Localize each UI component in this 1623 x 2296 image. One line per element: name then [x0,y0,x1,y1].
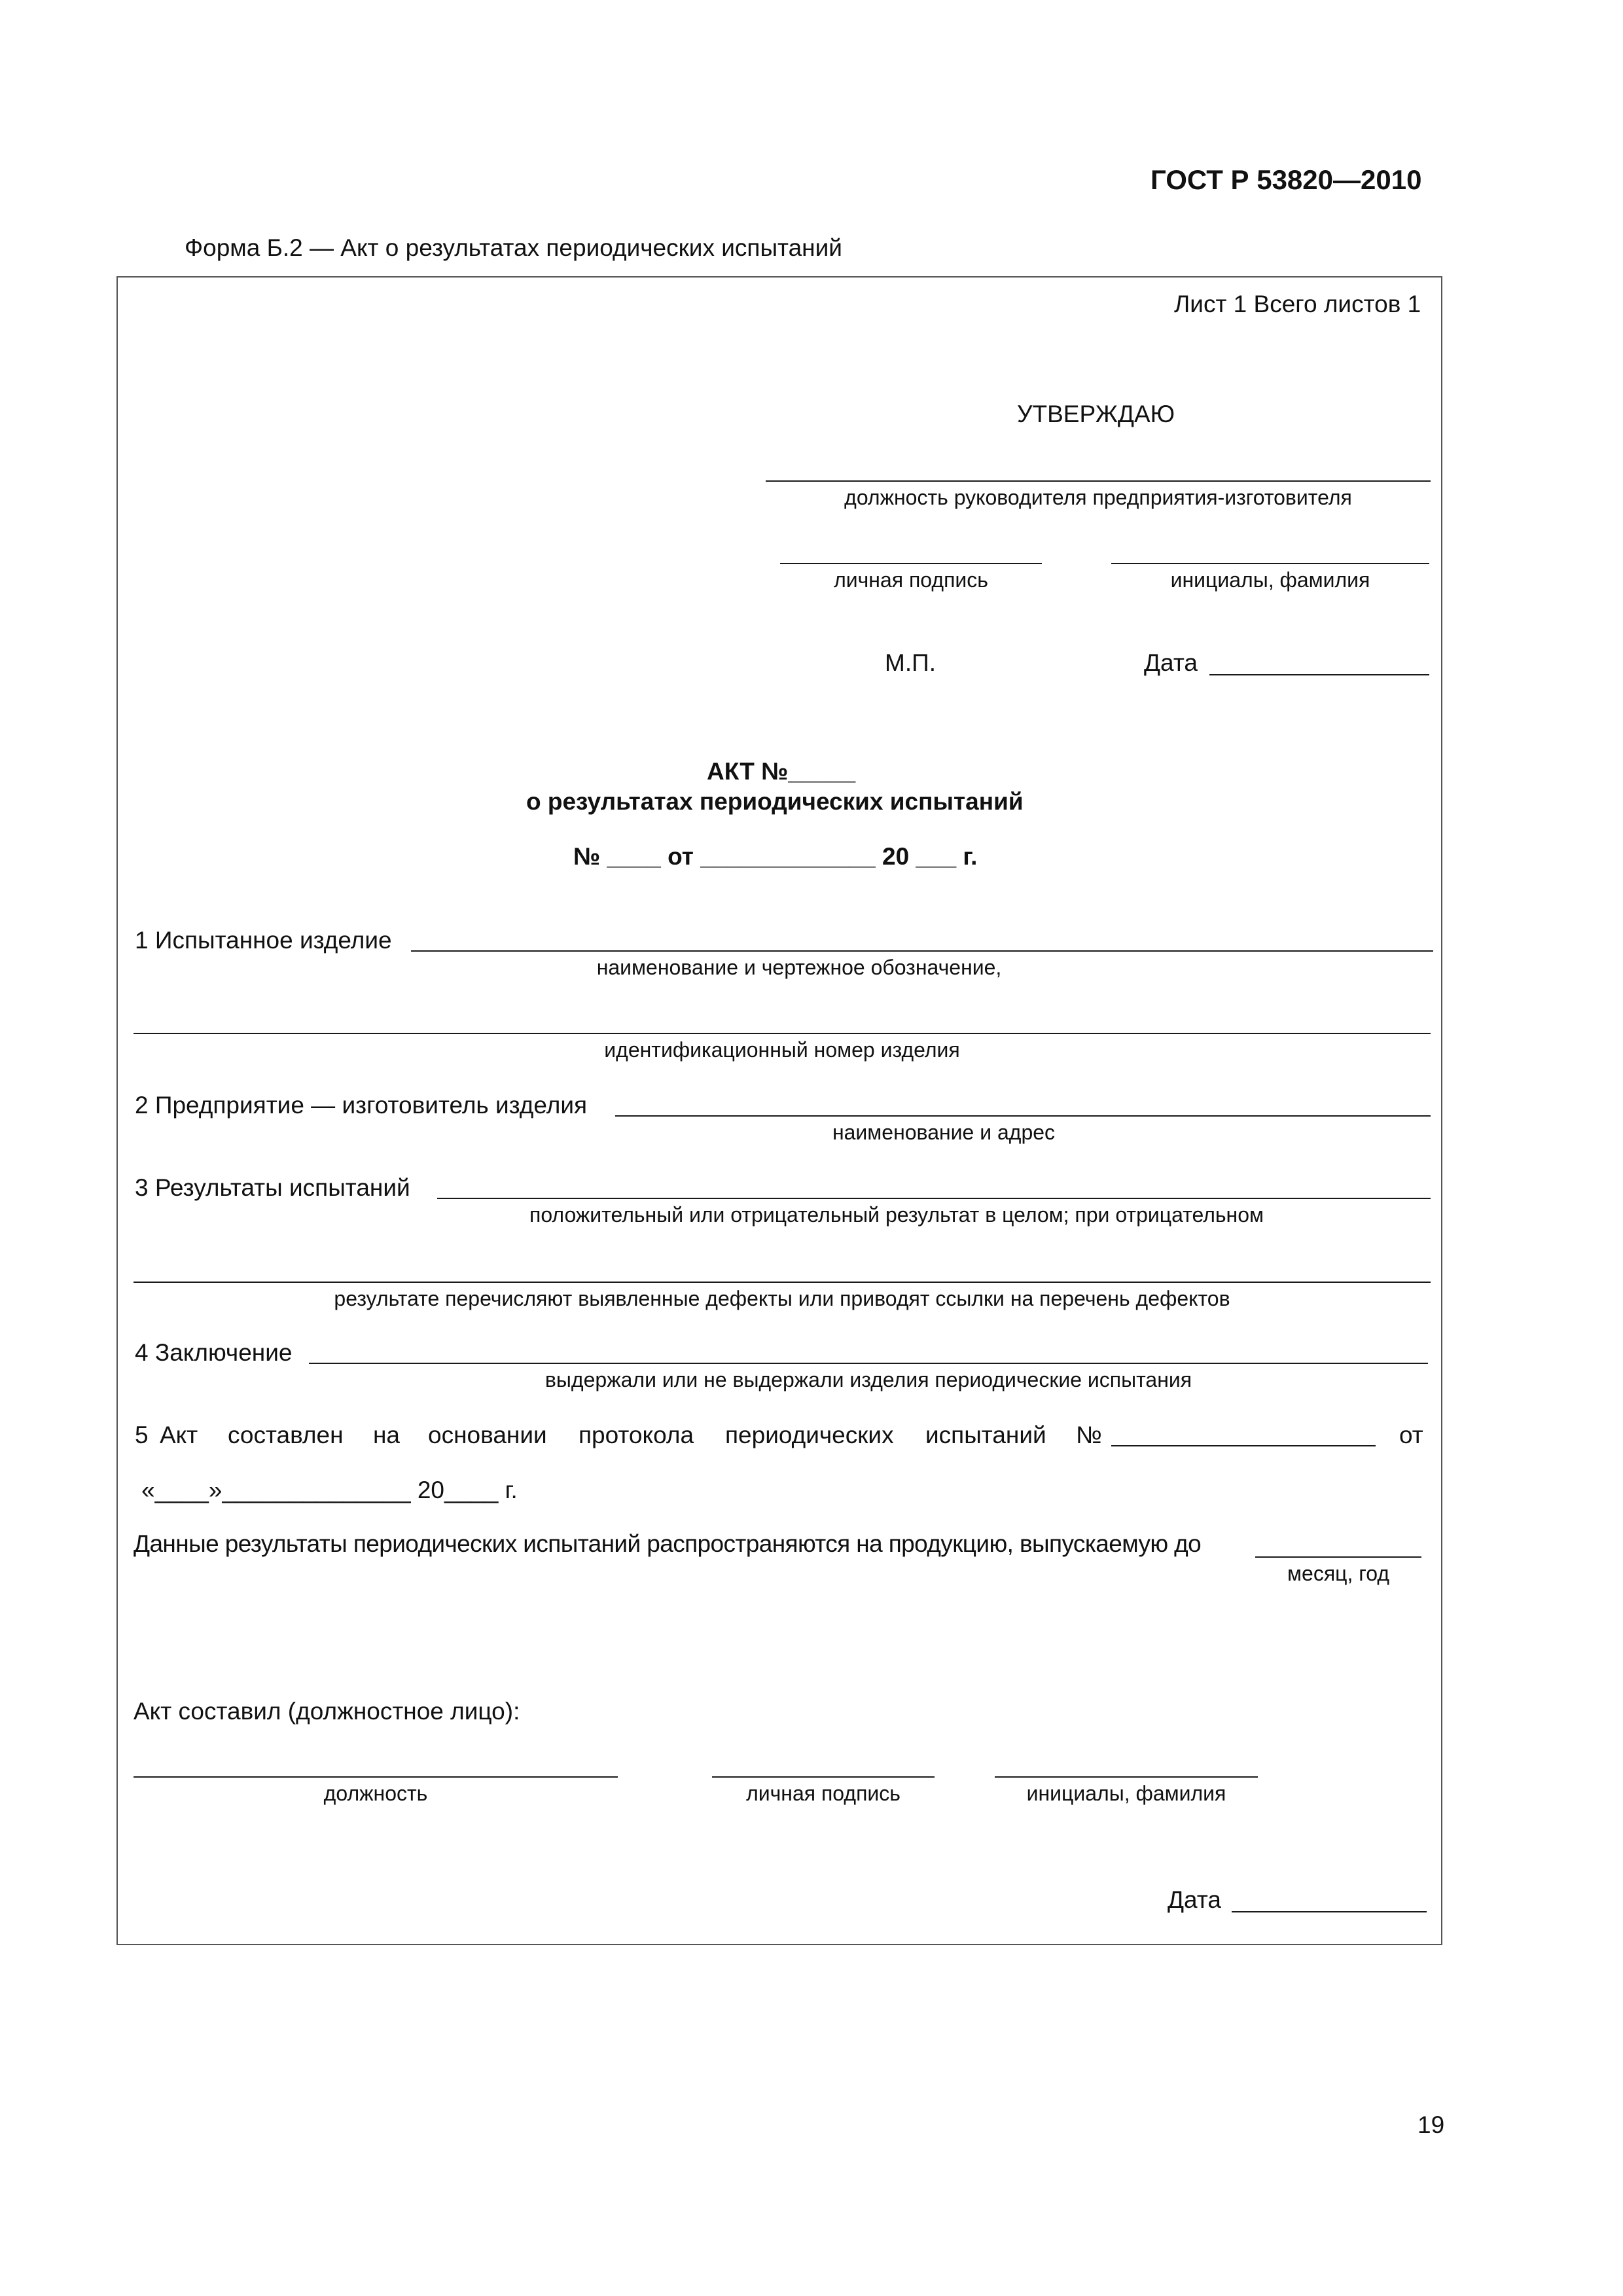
validity-text: Данные результаты периодических испытаний распространяются на продукцию, выпускаемую до [134,1530,1202,1557]
item1-caption2: идентификационный номер изделия [604,1038,960,1062]
item3-caption1: положительный или отрицательный результат в целом; при отрицательном [529,1203,1264,1227]
item4-caption: выдержали или не выдержали изделия периодические испытания [544,1368,1192,1391]
compiler-signature-caption: личная подпись [746,1782,901,1805]
item1-label: 1 Испытанное изделие [135,927,392,954]
item5-word: основании [428,1422,547,1448]
compiler-name-line[interactable] [995,1776,1258,1778]
item5-word: составлен [228,1422,344,1448]
approval-position-caption: должность руководителя предприятия-изготовителя [844,486,1352,509]
approval-position-line[interactable] [766,480,1431,482]
approval-signature-line[interactable] [780,563,1042,564]
item2-label: 2 Предприятие — изготовитель изделия [135,1092,588,1119]
approval-signature-caption: личная подпись [834,568,988,592]
approval-name-caption: инициалы, фамилия [1170,568,1370,592]
item5-protocol-line[interactable] [1111,1445,1376,1446]
act-title: АКТ №_____ [707,758,856,785]
form-caption: Форма Б.2 — Акт о результатах периодических испытаний [185,234,842,261]
stamp-label: М.П. [885,649,936,676]
item3-label: 3 Результаты испытаний [135,1174,410,1201]
item1-line[interactable] [411,950,1433,952]
approval-title: УТВЕРЖДАЮ [1017,401,1175,427]
item1-caption1: наименование и чертежное обозначение, [596,956,1002,979]
item5-word: протокола [579,1422,694,1448]
item3-line2[interactable] [134,1282,1431,1283]
act-subtitle: о результатах периодических испытаний [526,788,1024,815]
item5-date-line: «____»______________ 20____ г. [141,1477,518,1503]
sheet-info: Лист 1 Всего листов 1 [1174,291,1421,317]
compiler-position-line[interactable] [134,1776,618,1778]
item3-line[interactable] [437,1198,1431,1199]
compiler-name-caption: инициалы, фамилия [1026,1782,1226,1805]
item2-line[interactable] [615,1115,1431,1117]
act-number-line: № ____ от _____________ 20 ___ г. [573,843,978,870]
item5-word: 5 [135,1422,149,1448]
item1-line2[interactable] [134,1033,1431,1034]
compiler-date-line[interactable] [1232,1911,1427,1912]
item3-caption2: результате перечисляют выявленные дефекты или приводят ссылки на перечень дефектов [334,1287,1230,1310]
compiler-label: Акт составил (должностное лицо): [134,1698,520,1725]
approval-name-line[interactable] [1111,563,1429,564]
item5-word: испытаний [925,1422,1046,1448]
item2-caption: наименование и адрес [832,1121,1056,1144]
item5-word: периодических [725,1422,894,1448]
item5-from: от [1399,1422,1423,1448]
page-number: 19 [1418,2111,1445,2138]
item5-word: на [373,1422,401,1448]
item4-label: 4 Заключение [135,1339,293,1366]
validity-line[interactable] [1255,1556,1421,1558]
approval-date-label: Дата [1144,649,1198,676]
compiler-date-label: Дата [1168,1886,1221,1913]
item5-word: № [1076,1422,1102,1448]
standard-designation: ГОСТ Р 53820—2010 [1150,164,1422,195]
compiler-position-caption: должность [323,1782,428,1805]
item4-line[interactable] [309,1363,1428,1364]
item5-word: Акт [160,1422,198,1448]
compiler-signature-line[interactable] [712,1776,935,1778]
validity-caption: месяц, год [1287,1562,1389,1585]
approval-date-line[interactable] [1209,674,1429,675]
